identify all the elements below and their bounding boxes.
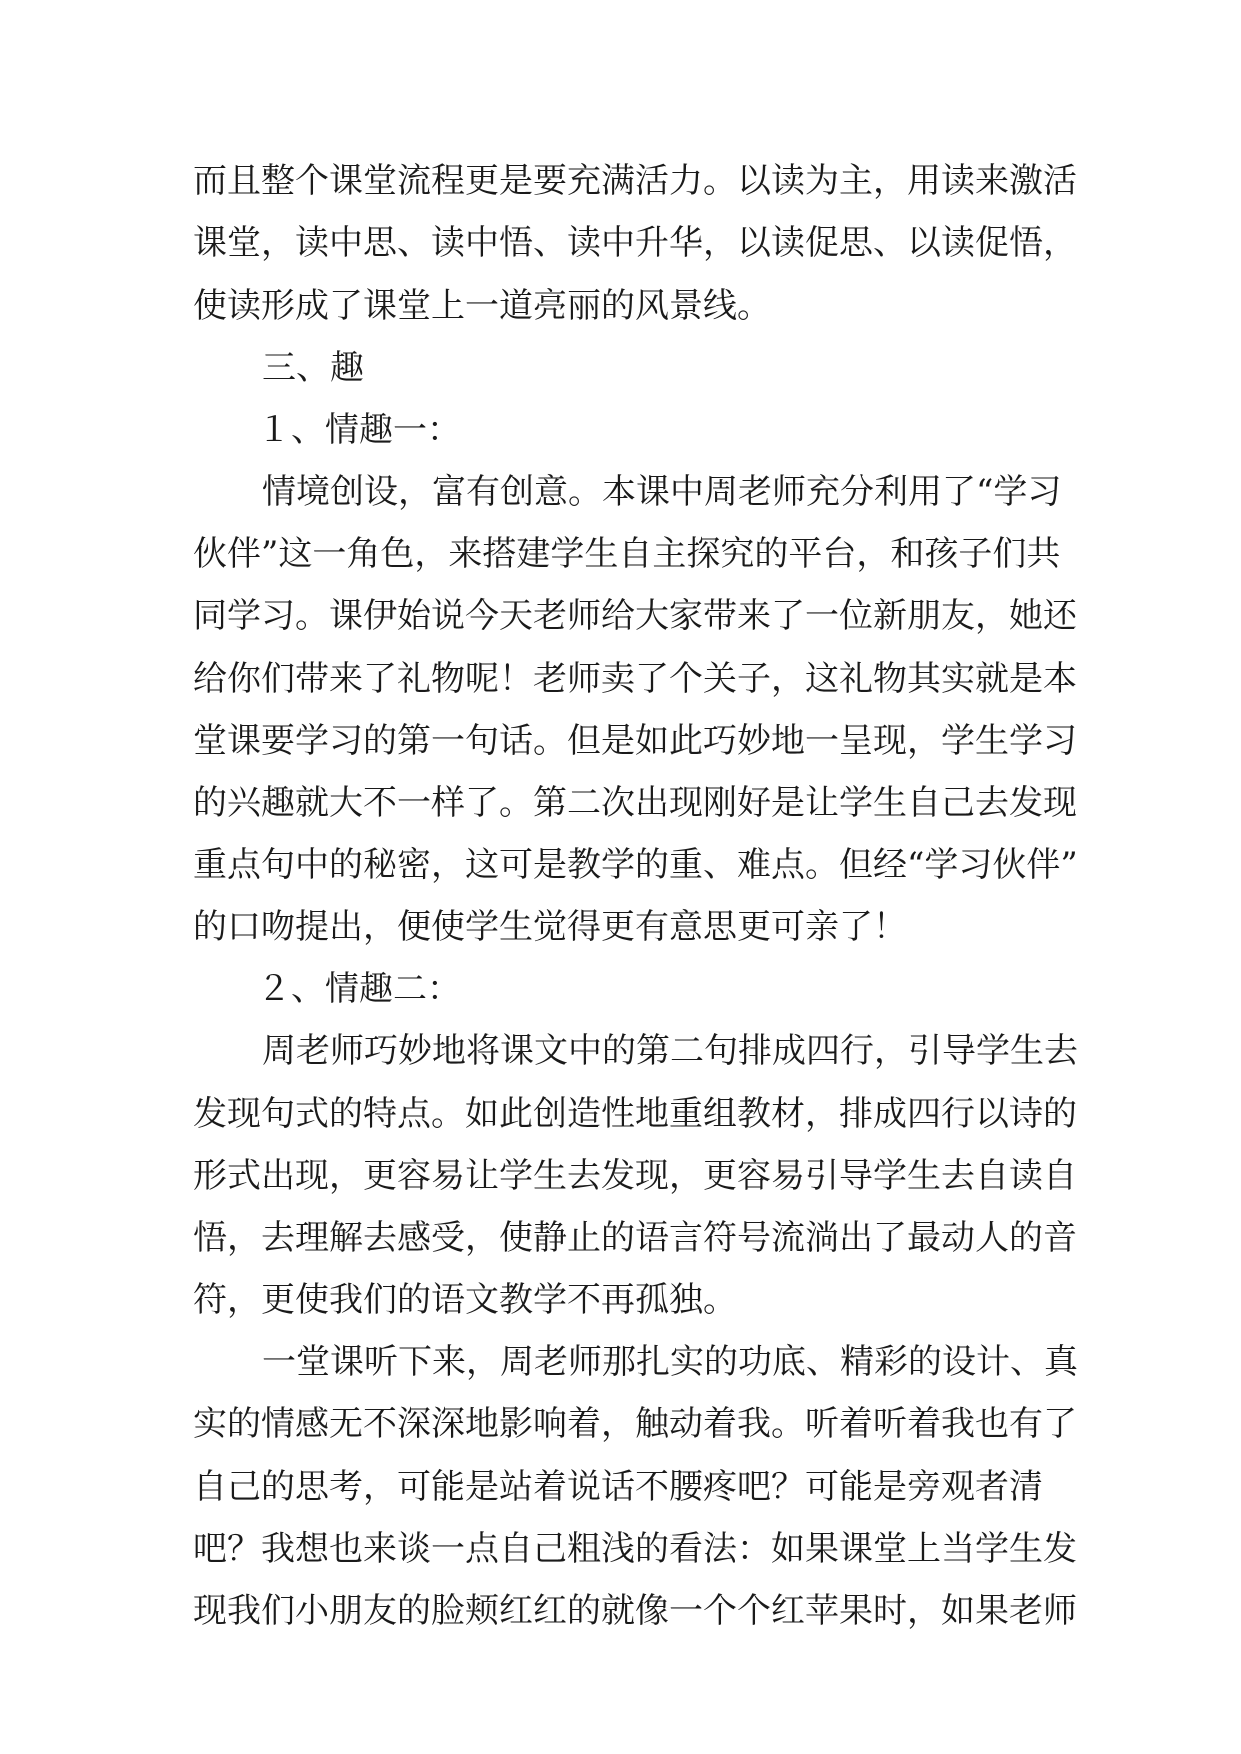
- text-line: 给你们带来了礼物呢！老师卖了个关子，这礼物其实就是本: [193, 659, 1077, 699]
- text-line: 的口吻提出，便使学生觉得更有意思更可亲了！: [193, 907, 907, 947]
- text-line: 而且整个课堂流程更是要充满活力。以读为主，用读来激活: [193, 161, 1077, 201]
- text-line: 伙伴”这一角色，来搭建学生自主探究的平台，和孩子们共: [193, 534, 1061, 574]
- text-line: 周老师巧妙地将课文中的第二句排成四行，引导学生去: [262, 1031, 1078, 1071]
- text-line: 符，更使我们的语文教学不再孤独。: [193, 1280, 737, 1320]
- text-line: 一堂课听下来，周老师那扎实的功底、精彩的设计、真: [262, 1342, 1078, 1382]
- subsection-heading: ２、情趣二：: [257, 969, 461, 1009]
- text-line: 形式出现，更容易让学生去发现，更容易引导学生去自读自: [193, 1156, 1077, 1196]
- text-line: 实的情感无不深深地影响着，触动着我。听着听着我也有了: [193, 1404, 1077, 1444]
- text-line: 课堂，读中思、读中悟、读中升华，以读促思、以读促悟，: [193, 223, 1077, 263]
- text-line: 同学习。课伊始说今天老师给大家带来了一位新朋友，她还: [193, 596, 1077, 636]
- text-line: 情境创设，富有创意。本课中周老师充分利用了“学习: [262, 472, 1062, 512]
- subsection-heading: １、情趣一：: [257, 410, 461, 450]
- text-line: 吧？我想也来谈一点自己粗浅的看法：如果课堂上当学生发: [193, 1529, 1077, 1569]
- text-line: 自己的思考，可能是站着说话不腰疼吧？可能是旁观者清: [193, 1467, 1043, 1507]
- text-line: 使读形成了课堂上一道亮丽的风景线。: [193, 286, 771, 326]
- text-line: 堂课要学习的第一句话。但是如此巧妙地一呈现，学生学习: [193, 721, 1077, 761]
- text-line: 重点句中的秘密，这可是教学的重、难点。但经“学习伙伴”: [193, 845, 1078, 885]
- section-heading: 三、趣: [262, 348, 364, 388]
- text-line: 的兴趣就大不一样了。第二次出现刚好是让学生自己去发现: [193, 783, 1077, 823]
- text-line: 发现句式的特点。如此创造性地重组教材，排成四行以诗的: [193, 1094, 1077, 1134]
- text-line: 现我们小朋友的脸颊红红的就像一个个红苹果时，如果老师: [193, 1591, 1077, 1631]
- text-line: 悟，去理解去感受，使静止的语言符号流淌出了最动人的音: [193, 1218, 1077, 1258]
